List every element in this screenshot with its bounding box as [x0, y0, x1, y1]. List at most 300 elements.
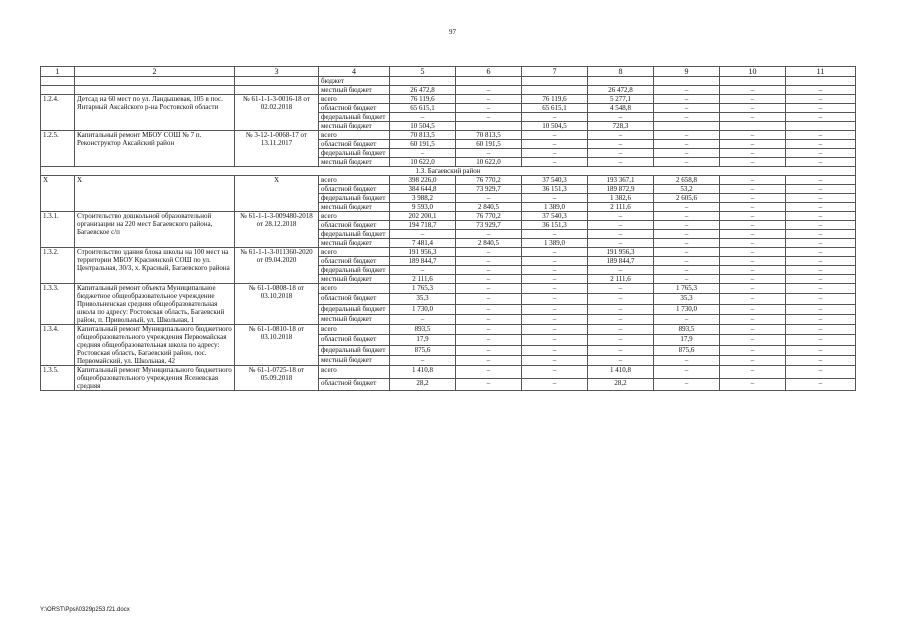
value-cell: 202 200,1 [390, 212, 456, 221]
document-number-cell: № 61-1-0808-18 от 03.10.2018 [235, 284, 319, 325]
value-cell: 1 765,3 [654, 284, 720, 294]
col-header: 4 [319, 67, 390, 77]
value-cell: – [720, 366, 786, 379]
value-cell: – [588, 294, 654, 304]
value-cell: – [522, 378, 588, 391]
value-cell: 10 504,5 [522, 122, 588, 131]
value-cell: – [456, 335, 522, 345]
value-cell: – [456, 95, 522, 104]
value-cell: – [786, 366, 856, 379]
value-cell: 10 504,5 [390, 122, 456, 131]
value-cell: – [390, 314, 456, 324]
value-cell: – [786, 185, 856, 194]
budget-source-cell: областной бюджет [319, 294, 390, 304]
value-cell: 1 410,8 [588, 366, 654, 379]
column-number-row [41, 67, 856, 77]
value-cell: – [390, 113, 456, 122]
budget-source-cell: федеральный бюджет [319, 266, 390, 275]
object-name-cell: Капитальный ремонт Муниципального бюджетного общеобразовательного учреждения Первомайская средняя общеобразовательная школа по адресу: Ростовская область, Багаевский район, пос. Первомайский, ул. Школьная, 42 [75, 325, 235, 366]
value-cell: – [720, 248, 786, 257]
value-cell: 189 872,9 [588, 185, 654, 194]
value-cell [720, 122, 786, 131]
value-cell: – [588, 355, 654, 365]
value-cell: – [654, 266, 720, 275]
value-cell: 73 929,7 [456, 221, 522, 230]
value-cell: 35,3 [390, 294, 456, 304]
value-cell: – [720, 257, 786, 266]
value-cell: – [588, 239, 654, 248]
page-number: 97 [449, 28, 456, 36]
value-cell: – [522, 248, 588, 257]
row-number-cell: 1.2.4. [41, 95, 75, 131]
value-cell: – [720, 194, 786, 203]
value-cell: 191 956,3 [390, 248, 456, 257]
value-cell: 1 730,0 [654, 304, 720, 314]
value-cell: – [456, 284, 522, 294]
value-cell: – [588, 131, 654, 140]
budget-source-cell: федеральный бюджет [319, 304, 390, 314]
value-cell: – [786, 86, 856, 95]
value-cell: 189 844,7 [588, 257, 654, 266]
object-name-cell: Капитальный ремонт МБОУ СОШ № 7 п. Реконструктор Аксайский район [75, 131, 235, 167]
budget-source-cell: всего [319, 212, 390, 221]
value-cell: – [588, 230, 654, 239]
value-cell: – [786, 257, 856, 266]
value-cell: – [654, 149, 720, 158]
value-cell: – [654, 203, 720, 212]
budget-source-cell: всего [319, 366, 390, 379]
value-cell: 2 840,5 [456, 239, 522, 248]
value-cell: 26 472,8 [390, 86, 456, 95]
value-cell: – [786, 239, 856, 248]
value-cell: – [522, 325, 588, 335]
col-header: 7 [522, 67, 588, 77]
table-row [41, 366, 856, 379]
value-cell: 70 813,5 [390, 131, 456, 140]
value-cell [786, 122, 856, 131]
row-number-cell: Х [41, 176, 75, 212]
value-cell: – [654, 366, 720, 379]
value-cell: – [786, 314, 856, 324]
col-header: 9 [654, 67, 720, 77]
value-cell: – [456, 194, 522, 203]
value-cell: 398 226,0 [390, 176, 456, 185]
value-cell: 4 548,8 [588, 104, 654, 113]
table-row [41, 176, 856, 185]
budget-source-cell: бюджет [319, 77, 390, 86]
col-header: 10 [720, 67, 786, 77]
value-cell: – [390, 149, 456, 158]
value-cell: – [786, 355, 856, 365]
value-cell: 28,2 [390, 378, 456, 391]
value-cell: 17,9 [390, 335, 456, 345]
object-name-cell: Х [75, 176, 235, 212]
value-cell [588, 77, 654, 86]
document-number-cell [235, 77, 319, 86]
document-number-cell: № 3-12-1-0068-17 от 13.11.2017 [235, 131, 319, 167]
budget-source-cell: областной бюджет [319, 257, 390, 266]
value-cell: – [456, 304, 522, 314]
value-cell: – [654, 158, 720, 167]
budget-source-cell: местный бюджет [319, 122, 390, 131]
budget-source-cell: местный бюджет [319, 86, 390, 95]
value-cell: – [588, 221, 654, 230]
value-cell: – [522, 194, 588, 203]
value-cell: 60 191,5 [390, 140, 456, 149]
budget-source-cell: всего [319, 284, 390, 294]
value-cell: – [786, 248, 856, 257]
value-cell: – [654, 221, 720, 230]
budget-source-cell: областной бюджет [319, 221, 390, 230]
value-cell: 1 765,3 [390, 284, 456, 294]
budget-source-cell: областной бюджет [319, 335, 390, 345]
value-cell: – [720, 212, 786, 221]
row-number-cell: 1.2.5. [41, 131, 75, 167]
file-path: Y:\ORST\Ppsi\0329p253.f21.docx [40, 607, 130, 613]
value-cell: – [456, 113, 522, 122]
value-cell: 2 840,5 [456, 203, 522, 212]
value-cell: 193 367,1 [588, 176, 654, 185]
value-cell: – [456, 257, 522, 266]
row-number-cell: 1.3.5. [41, 366, 75, 391]
value-cell: – [786, 149, 856, 158]
value-cell: 384 644,8 [390, 185, 456, 194]
value-cell: 53,2 [654, 185, 720, 194]
value-cell: 1 389,0 [522, 203, 588, 212]
value-cell: – [786, 113, 856, 122]
value-cell: 26 472,8 [588, 86, 654, 95]
value-cell: – [522, 131, 588, 140]
budget-source-cell: областной бюджет [319, 140, 390, 149]
table-row [41, 325, 856, 335]
value-cell: – [456, 230, 522, 239]
table-row [41, 131, 856, 140]
budget-source-cell: областной бюджет [319, 185, 390, 194]
budget-source-cell: областной бюджет [319, 378, 390, 391]
value-cell: 5 277,1 [588, 95, 654, 104]
value-cell: – [654, 212, 720, 221]
value-cell [522, 77, 588, 86]
value-cell: – [522, 355, 588, 365]
value-cell: – [456, 149, 522, 158]
object-name-cell: Детсад на 60 мест по ул. Ландышевая, 105 в пос. Янтарный Аксайского р-на Ростовской области [75, 95, 235, 131]
value-cell: 893,5 [390, 325, 456, 335]
value-cell: 2 605,6 [654, 194, 720, 203]
value-cell: – [786, 140, 856, 149]
value-cell: – [786, 104, 856, 113]
row-number-cell [41, 77, 75, 86]
table-row [41, 77, 856, 86]
budget-source-cell: местный бюджет [319, 275, 390, 284]
value-cell: – [456, 366, 522, 379]
value-cell: – [786, 131, 856, 140]
budget-source-cell: местный бюджет [319, 203, 390, 212]
value-cell [456, 77, 522, 86]
value-cell: – [786, 158, 856, 167]
budget-source-cell: областной бюджет [319, 104, 390, 113]
value-cell: – [720, 113, 786, 122]
value-cell: – [654, 248, 720, 257]
value-cell: – [588, 304, 654, 314]
document-number-cell: № 61-1-1-3-0016-18 от 02.02.2018 [235, 95, 319, 131]
object-name-cell [75, 77, 235, 86]
value-cell: – [456, 104, 522, 113]
table-row [41, 248, 856, 257]
budget-source-cell: федеральный бюджет [319, 230, 390, 239]
value-cell: – [654, 275, 720, 284]
value-cell: – [654, 131, 720, 140]
value-cell: 189 844,7 [390, 257, 456, 266]
value-cell: 17,9 [654, 335, 720, 345]
value-cell: 76 119,6 [390, 95, 456, 104]
value-cell: – [654, 113, 720, 122]
value-cell: – [522, 345, 588, 355]
value-cell: – [786, 284, 856, 294]
value-cell: – [786, 378, 856, 391]
value-cell: – [720, 140, 786, 149]
document-number-cell [235, 86, 319, 95]
budget-source-cell: всего [319, 176, 390, 185]
value-cell: – [522, 284, 588, 294]
table-row [41, 284, 856, 294]
value-cell: – [390, 230, 456, 239]
value-cell: – [786, 194, 856, 203]
value-cell: – [588, 158, 654, 167]
value-cell: – [720, 131, 786, 140]
value-cell: 7 481,4 [390, 239, 456, 248]
value-cell: 76 770,2 [456, 212, 522, 221]
value-cell: – [720, 176, 786, 185]
row-number-cell: 1.3.2. [41, 248, 75, 284]
value-cell: – [786, 176, 856, 185]
value-cell: – [588, 284, 654, 294]
document-number-cell: № 61-1-0725-18 от 05.09.2018 [235, 366, 319, 391]
value-cell: – [654, 355, 720, 365]
value-cell: – [654, 378, 720, 391]
value-cell: 875,6 [654, 345, 720, 355]
col-header: 5 [390, 67, 456, 77]
value-cell: – [522, 158, 588, 167]
row-number-cell: 1.3.1. [41, 212, 75, 248]
table-row [41, 86, 856, 95]
value-cell [390, 77, 456, 86]
object-name-cell [75, 86, 235, 95]
value-cell: 9 593,0 [390, 203, 456, 212]
value-cell: 36 151,3 [522, 221, 588, 230]
value-cell: – [522, 266, 588, 275]
budget-source-cell: всего [319, 131, 390, 140]
value-cell: – [786, 335, 856, 345]
value-cell: 2 111,6 [588, 203, 654, 212]
document-number-cell: № 61-1-0810-18 от 03.10.2018 [235, 325, 319, 366]
value-cell: 1 730,0 [390, 304, 456, 314]
value-cell: – [720, 230, 786, 239]
value-cell: – [786, 266, 856, 275]
value-cell: – [654, 140, 720, 149]
value-cell: – [720, 221, 786, 230]
object-name-cell: Капитальный ремонт объекта Муниципальное бюджетное общеобразовательное учреждение Привольненская средняя общеобразовательная школа по адресу: Ростовская область, Багаевский район, п. Привольный, ул. Школьная, 1 [75, 284, 235, 325]
value-cell: 36 151,3 [522, 185, 588, 194]
value-cell [654, 77, 720, 86]
value-cell: – [654, 230, 720, 239]
value-cell: – [720, 325, 786, 335]
value-cell: – [786, 212, 856, 221]
value-cell: – [588, 266, 654, 275]
budget-source-cell: всего [319, 95, 390, 104]
value-cell: 2 111,6 [588, 275, 654, 284]
value-cell: 65 615,1 [522, 104, 588, 113]
value-cell: 76 770,2 [456, 176, 522, 185]
value-cell: – [588, 314, 654, 324]
document-number-cell: № 61-1-1-3-009480-2018 от 28.12.2018 [235, 212, 319, 248]
value-cell: – [456, 314, 522, 324]
value-cell: – [786, 304, 856, 314]
value-cell: – [456, 266, 522, 275]
value-cell: – [720, 158, 786, 167]
value-cell: 191 956,3 [588, 248, 654, 257]
value-cell: – [588, 212, 654, 221]
value-cell: – [720, 95, 786, 104]
value-cell: 875,6 [390, 345, 456, 355]
row-number-cell: 1.3.4. [41, 325, 75, 366]
value-cell: – [522, 275, 588, 284]
value-cell: 194 718,7 [390, 221, 456, 230]
value-cell: – [654, 257, 720, 266]
value-cell [720, 77, 786, 86]
value-cell: – [654, 86, 720, 95]
value-cell: – [786, 345, 856, 355]
table-row [41, 95, 856, 104]
value-cell: 35,3 [654, 294, 720, 304]
value-cell: – [522, 140, 588, 149]
value-cell: – [720, 378, 786, 391]
value-cell: 10 622,0 [390, 158, 456, 167]
value-cell: – [654, 239, 720, 248]
value-cell: – [456, 248, 522, 257]
value-cell: – [456, 345, 522, 355]
value-cell: – [456, 325, 522, 335]
value-cell: – [786, 230, 856, 239]
value-cell: 28,2 [588, 378, 654, 391]
object-name-cell: Строительство дошкольной образовательной организации на 220 мест Багаевского района, Багаевское с/п [75, 212, 235, 248]
value-cell: – [588, 325, 654, 335]
budget-source-cell: всего [319, 248, 390, 257]
value-cell: – [456, 355, 522, 365]
value-cell: – [522, 304, 588, 314]
value-cell: – [786, 95, 856, 104]
budget-source-cell: местный бюджет [319, 355, 390, 365]
table-body [41, 67, 856, 391]
value-cell: – [390, 266, 456, 275]
document-number-cell: Х [235, 176, 319, 212]
value-cell: 76 119,6 [522, 95, 588, 104]
value-cell: – [786, 275, 856, 284]
row-number-cell [41, 86, 75, 95]
row-number-cell: 1.3.3. [41, 284, 75, 325]
col-header: 3 [235, 67, 319, 77]
value-cell: – [522, 335, 588, 345]
value-cell: 2 658,8 [654, 176, 720, 185]
value-cell: – [720, 104, 786, 113]
col-header: 11 [786, 67, 856, 77]
value-cell: – [720, 335, 786, 345]
value-cell: 1 382,6 [588, 194, 654, 203]
section-title: 1.3. Багаевский район [41, 167, 856, 176]
value-cell [522, 86, 588, 95]
value-cell: – [720, 275, 786, 284]
value-cell: 1 389,0 [522, 239, 588, 248]
value-cell: – [720, 284, 786, 294]
budget-table [40, 66, 856, 391]
object-name-cell: Строительство здания блока школы на 100 мест на территории МБОУ Красненской СОШ по ул. Центральная, 30/3, х. Красный, Багаевского района [75, 248, 235, 284]
value-cell: – [786, 203, 856, 212]
value-cell: – [720, 86, 786, 95]
object-name-cell: Капитальный ремонт Муниципального бюджетного общеобразовательного учреждения Ясеневская средняя [75, 366, 235, 391]
value-cell: – [456, 86, 522, 95]
budget-source-cell: федеральный бюджет [319, 194, 390, 203]
section-row [41, 167, 856, 176]
budget-source-cell: федеральный бюджет [319, 113, 390, 122]
value-cell: – [720, 185, 786, 194]
value-cell: – [522, 113, 588, 122]
value-cell: – [654, 104, 720, 113]
value-cell: – [720, 149, 786, 158]
value-cell: 2 111,6 [390, 275, 456, 284]
value-cell: 893,5 [654, 325, 720, 335]
col-header: 2 [75, 67, 235, 77]
value-cell: – [720, 294, 786, 304]
value-cell: – [390, 355, 456, 365]
budget-source-cell: федеральный бюджет [319, 149, 390, 158]
value-cell: – [720, 304, 786, 314]
col-header: 8 [588, 67, 654, 77]
value-cell [654, 122, 720, 131]
value-cell: 37 540,3 [522, 176, 588, 185]
table-row [41, 212, 856, 221]
value-cell: – [588, 345, 654, 355]
value-cell: – [720, 239, 786, 248]
value-cell [786, 77, 856, 86]
value-cell: – [786, 221, 856, 230]
value-cell: 3 988,2 [390, 194, 456, 203]
value-cell: – [522, 230, 588, 239]
value-cell: – [522, 366, 588, 379]
value-cell: – [522, 314, 588, 324]
value-cell: – [654, 314, 720, 324]
value-cell: 37 540,3 [522, 212, 588, 221]
value-cell: – [522, 149, 588, 158]
value-cell: – [720, 314, 786, 324]
budget-source-cell: федеральный бюджет [319, 345, 390, 355]
value-cell: – [720, 203, 786, 212]
budget-source-cell: местный бюджет [319, 239, 390, 248]
value-cell [456, 122, 522, 131]
value-cell: 60 191,5 [456, 140, 522, 149]
value-cell: – [786, 294, 856, 304]
value-cell: 10 622,0 [456, 158, 522, 167]
value-cell: 65 615,1 [390, 104, 456, 113]
budget-source-cell: местный бюджет [319, 158, 390, 167]
col-header: 1 [41, 67, 75, 77]
value-cell: – [786, 325, 856, 335]
value-cell: – [522, 257, 588, 266]
value-cell: – [588, 335, 654, 345]
value-cell: 728,3 [588, 122, 654, 131]
value-cell: – [456, 275, 522, 284]
value-cell: 73 929,7 [456, 185, 522, 194]
value-cell: – [588, 140, 654, 149]
value-cell: 70 813,5 [456, 131, 522, 140]
